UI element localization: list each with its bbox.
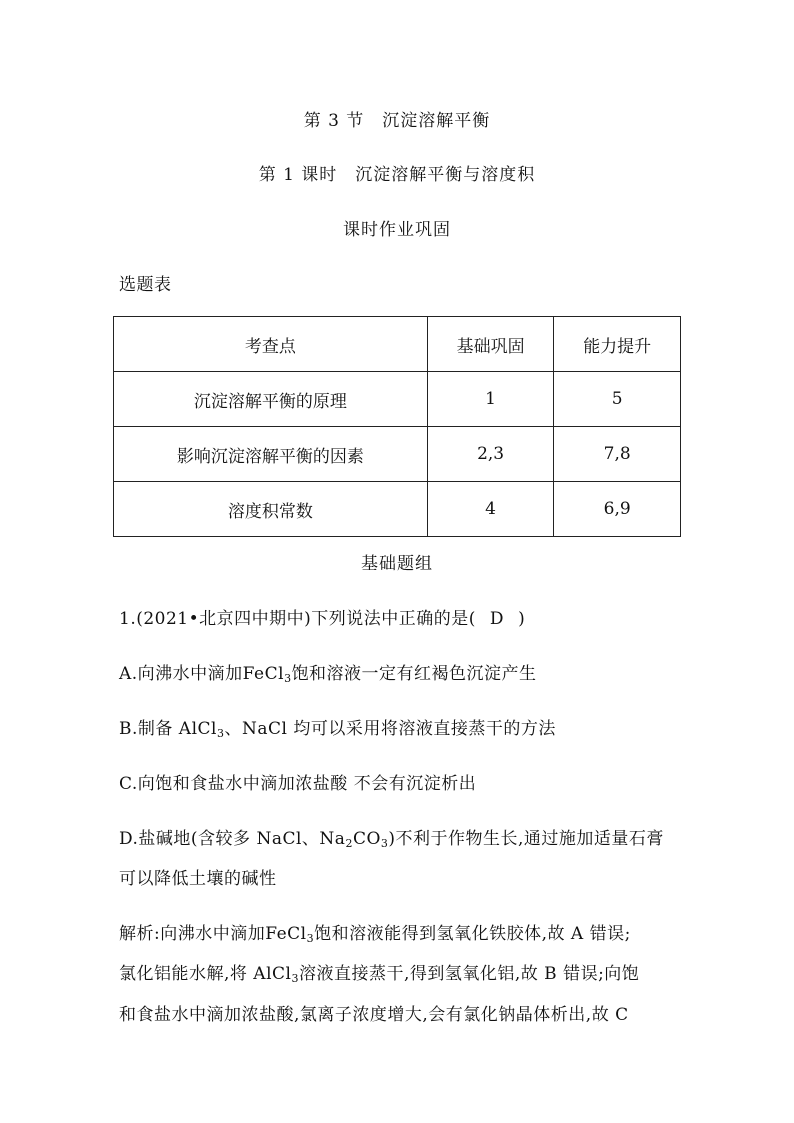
analysis-line-3: 和食盐水中滴加浓盐酸,氯离子浓度增大,会有氯化钠晶体析出,故 C — [119, 1005, 629, 1025]
table-cell: 2,3 — [427, 427, 554, 482]
option-d-line2: 可以降低土壤的碱性 — [119, 869, 277, 889]
option-b — [119, 714, 556, 740]
table-header-row — [114, 317, 681, 372]
option-d — [119, 824, 664, 850]
analysis-text-rest: 溶液直接蒸干,得到氢氧化铝,故 B 错误;向饱 — [298, 964, 640, 984]
table-row — [114, 482, 681, 537]
option-d-formula: CO — [352, 829, 381, 849]
table-cell: 7,8 — [554, 427, 681, 482]
table-cell: 5 — [554, 372, 681, 427]
option-b-text-rest: 、NaCl 均可以采用将溶液直接蒸干的方法 — [224, 719, 556, 739]
question-1-stem — [119, 604, 525, 629]
selection-table-label: 选题表 — [119, 275, 172, 295]
table-row — [114, 372, 681, 427]
option-d-text: D.盐碱地(含较多 NaCl、Na — [119, 829, 346, 849]
table-cell: 沉淀溶解平衡的原理 — [114, 372, 428, 427]
option-a-text-rest: 饱和溶液一定有红褐色沉淀产生 — [291, 664, 537, 684]
question-stem-text: 1.(2021•北京四中期中)下列说法中正确的是( — [119, 609, 476, 629]
option-b-text: B.制备 AlCl — [119, 719, 217, 739]
table-cell: 溶度积常数 — [114, 482, 428, 537]
subscript: 3 — [380, 837, 389, 850]
option-a-text: A.向沸水中滴加FeCl — [119, 664, 285, 684]
subscript: 3 — [291, 972, 299, 985]
header-advanced: 能力提升 — [554, 317, 681, 372]
analysis-text: 氯化铝能水解,将 AlCl — [119, 964, 292, 984]
selection-table — [113, 316, 681, 537]
table-row — [114, 427, 681, 482]
table-cell: 影响沉淀溶解平衡的因素 — [114, 427, 428, 482]
subscript: 3 — [306, 932, 315, 945]
table-cell: 6,9 — [554, 482, 681, 537]
analysis-text: 解析:向沸水中滴加FeCl — [119, 924, 307, 944]
question-stem-close: ) — [518, 609, 526, 629]
table-cell: 4 — [427, 482, 554, 537]
group-title: 基础题组 — [361, 554, 433, 574]
analysis-line-1 — [119, 919, 631, 945]
analysis-text-rest: 饱和溶液能得到氢氧化铁胶体,故 A 错误; — [314, 924, 631, 944]
table-cell: 1 — [427, 372, 554, 427]
option-c: C.向饱和食盐水中滴加浓盐酸 不会有沉淀析出 — [119, 774, 477, 794]
subscript: 3 — [216, 727, 225, 740]
section-heading: 第 3 节 沉淀溶解平衡 — [303, 111, 491, 131]
homework-heading: 课时作业巩固 — [343, 220, 451, 240]
lesson-heading: 第 1 课时 沉淀溶解平衡与溶度积 — [258, 165, 536, 185]
analysis-line-2 — [119, 959, 639, 985]
option-a — [119, 659, 537, 685]
subscript: 3 — [284, 672, 292, 685]
header-topic: 考查点 — [114, 317, 428, 372]
header-basic: 基础巩固 — [427, 317, 554, 372]
option-d-text-rest: )不利于作物生长,通过施加适量石膏 — [388, 829, 664, 849]
answer-letter: D — [489, 609, 505, 629]
subscript: 2 — [345, 837, 353, 850]
